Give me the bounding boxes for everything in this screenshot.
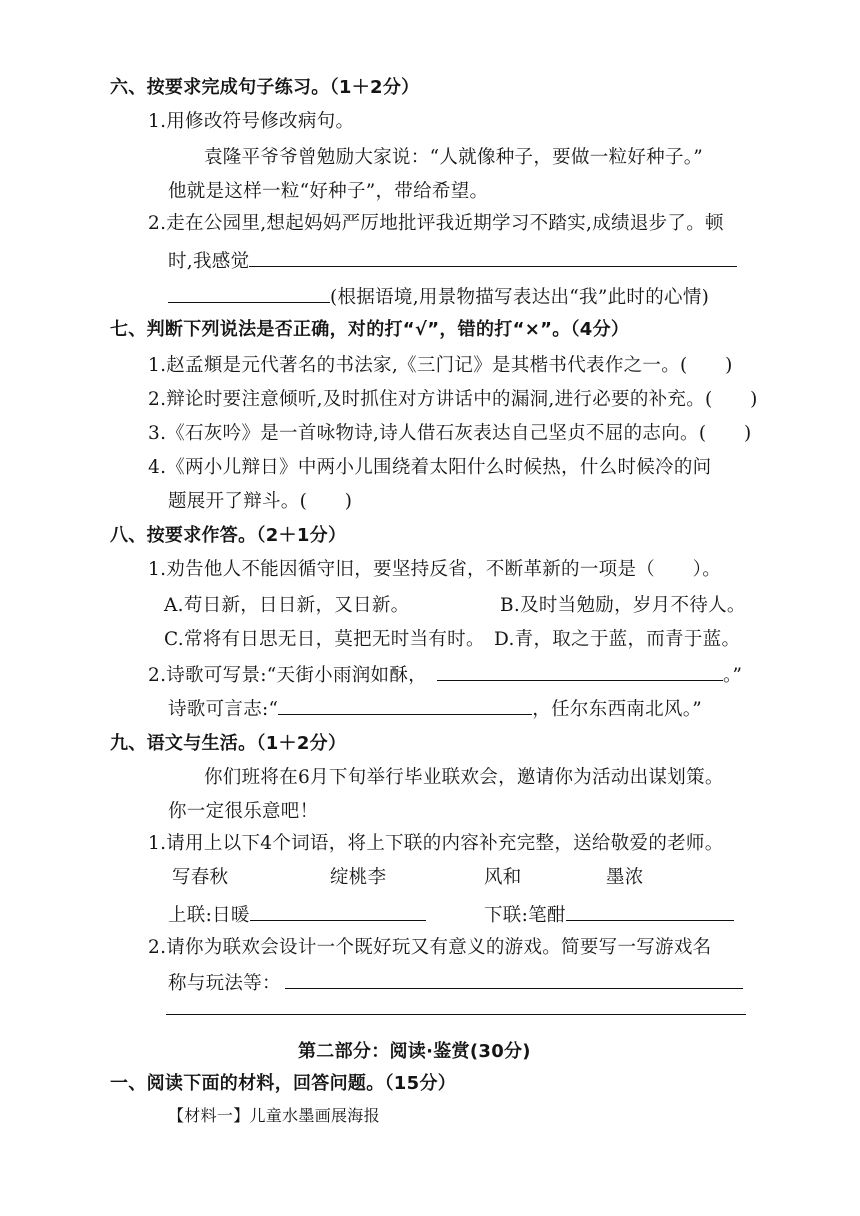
s9-lower-prefix: 下联:笔酣 xyxy=(484,905,566,926)
s9-upper-prefix: 上联:日暖 xyxy=(168,905,250,926)
s6-q2-hint: (根据语境,用景物描写表达出“我”此时的心情) xyxy=(330,287,710,308)
section-9-title: 九、语文与生活。（1＋2分） xyxy=(110,733,347,754)
s7-item-1: 1.赵孟頫是元代著名的书法家,《三门记》是其楷书代表作之一。( ) xyxy=(148,355,733,376)
part-2-title: 第二部分：阅读·鉴赏(30分) xyxy=(298,1041,531,1062)
s6-q2-answer-blank-2[interactable] xyxy=(168,284,330,303)
s9-intro-line1: 你们班将在6月下旬举行毕业联欢会，邀请你为活动出谋划策。 xyxy=(204,767,724,788)
s7-item-3: 3.《石灰吟》是一首咏物诗,诗人借石灰表达自己坚贞不屈的志向。( ) xyxy=(148,423,752,444)
s9-q2-blank-2[interactable] xyxy=(166,1014,746,1015)
s6-q1-sentence-line1: 袁隆平爷爷曾勉励大家说：“人就像种子，要做一粒好种子。” xyxy=(204,147,704,168)
section-8-title: 八、按要求作答。（2＋1分） xyxy=(110,525,347,546)
s9-word-3: 风和 xyxy=(484,867,522,888)
s8-option-d[interactable]: D.青，取之于蓝，而青于蓝。 xyxy=(494,629,741,650)
s8-q1: 1.劝告他人不能因循守旧，要坚持反省，不断革新的一项是（ ）。 xyxy=(148,559,722,580)
s9-word-1: 写春秋 xyxy=(172,867,229,888)
s8-q2b-blank[interactable] xyxy=(278,696,532,715)
s6-q2-answer-blank-1[interactable] xyxy=(249,248,737,267)
s9-upper-couplet xyxy=(168,902,426,928)
s7-item-4: 4.《两小儿辩日》中两小儿围绕着太阳什么时候热，什么时候冷的问 xyxy=(148,457,712,478)
s6-q2-line3 xyxy=(168,284,709,310)
s9-word-4: 墨浓 xyxy=(606,867,644,888)
s6-q1-title: 1.用修改符号修改病句。 xyxy=(148,111,355,132)
s8-option-b[interactable]: B.及时当勉励，岁月不待人。 xyxy=(500,595,746,616)
s8-q2b-prefix: 诗歌可言志:“ xyxy=(168,699,279,720)
s9-q2-line1: 2.请你为联欢会设计一个既好玩又有意义的游戏。简要写一写游戏名 xyxy=(148,937,712,958)
s6-q1-sentence-line2: 他就是这样一粒“好种子”，带给希望。 xyxy=(168,181,489,202)
s9-q2-prefix: 称与玩法等： xyxy=(168,973,281,994)
s6-q2-prefix: 时,我感觉 xyxy=(168,251,250,272)
part2-q1-title: 一、阅读下面的材料，回答问题。（15分） xyxy=(110,1073,457,1094)
s7-item-4-cont: 题展开了辩斗。( ) xyxy=(168,491,353,512)
part2-material-1: 【材料一】儿童水墨画展海报 xyxy=(168,1106,380,1125)
s9-lower-blank[interactable] xyxy=(566,902,734,921)
s9-lower-couplet xyxy=(484,902,734,928)
s8-q2a-prefix: 2.诗歌可写景:“天街小雨润如酥， xyxy=(148,665,427,686)
s9-q1: 1.请用上以下4个词语，将上下联的内容补充完整，送给敬爱的老师。 xyxy=(148,833,724,854)
s9-q2-blank-1[interactable] xyxy=(285,970,743,989)
section-7-title: 七、判断下列说法是否正确，对的打“√”，错的打“×”。（4分） xyxy=(110,319,630,340)
s8-option-a[interactable]: A.苟日新，日日新，又日新。 xyxy=(164,595,410,616)
s8-q2a-suffix: 。” xyxy=(722,665,743,686)
s8-option-c[interactable]: C.常将有日思无日，莫把无时当有时。 xyxy=(164,629,485,650)
s9-intro-line2: 你一定很乐意吧！ xyxy=(168,801,319,822)
section-6-title: 六、按要求完成句子练习。（1＋2分） xyxy=(110,77,420,98)
s8-q2-line2 xyxy=(168,696,702,722)
s9-upper-blank[interactable] xyxy=(250,902,426,921)
s8-q2a-blank[interactable] xyxy=(437,662,723,681)
s9-q2-line2 xyxy=(168,970,743,996)
s8-q2-line1 xyxy=(148,662,742,688)
s9-word-2: 绽桃李 xyxy=(330,867,387,888)
s6-q2-line2 xyxy=(168,248,737,274)
s7-item-2: 2.辩论时要注意倾听,及时抓住对方讲话中的漏洞,进行必要的补充。( ) xyxy=(148,389,758,410)
s6-q2-line1: 2.走在公园里,想起妈妈严厉地批评我近期学习不踏实,成绩退步了。顿 xyxy=(148,213,724,234)
s8-q2b-suffix: ，任尔东西南北风。” xyxy=(532,699,703,720)
